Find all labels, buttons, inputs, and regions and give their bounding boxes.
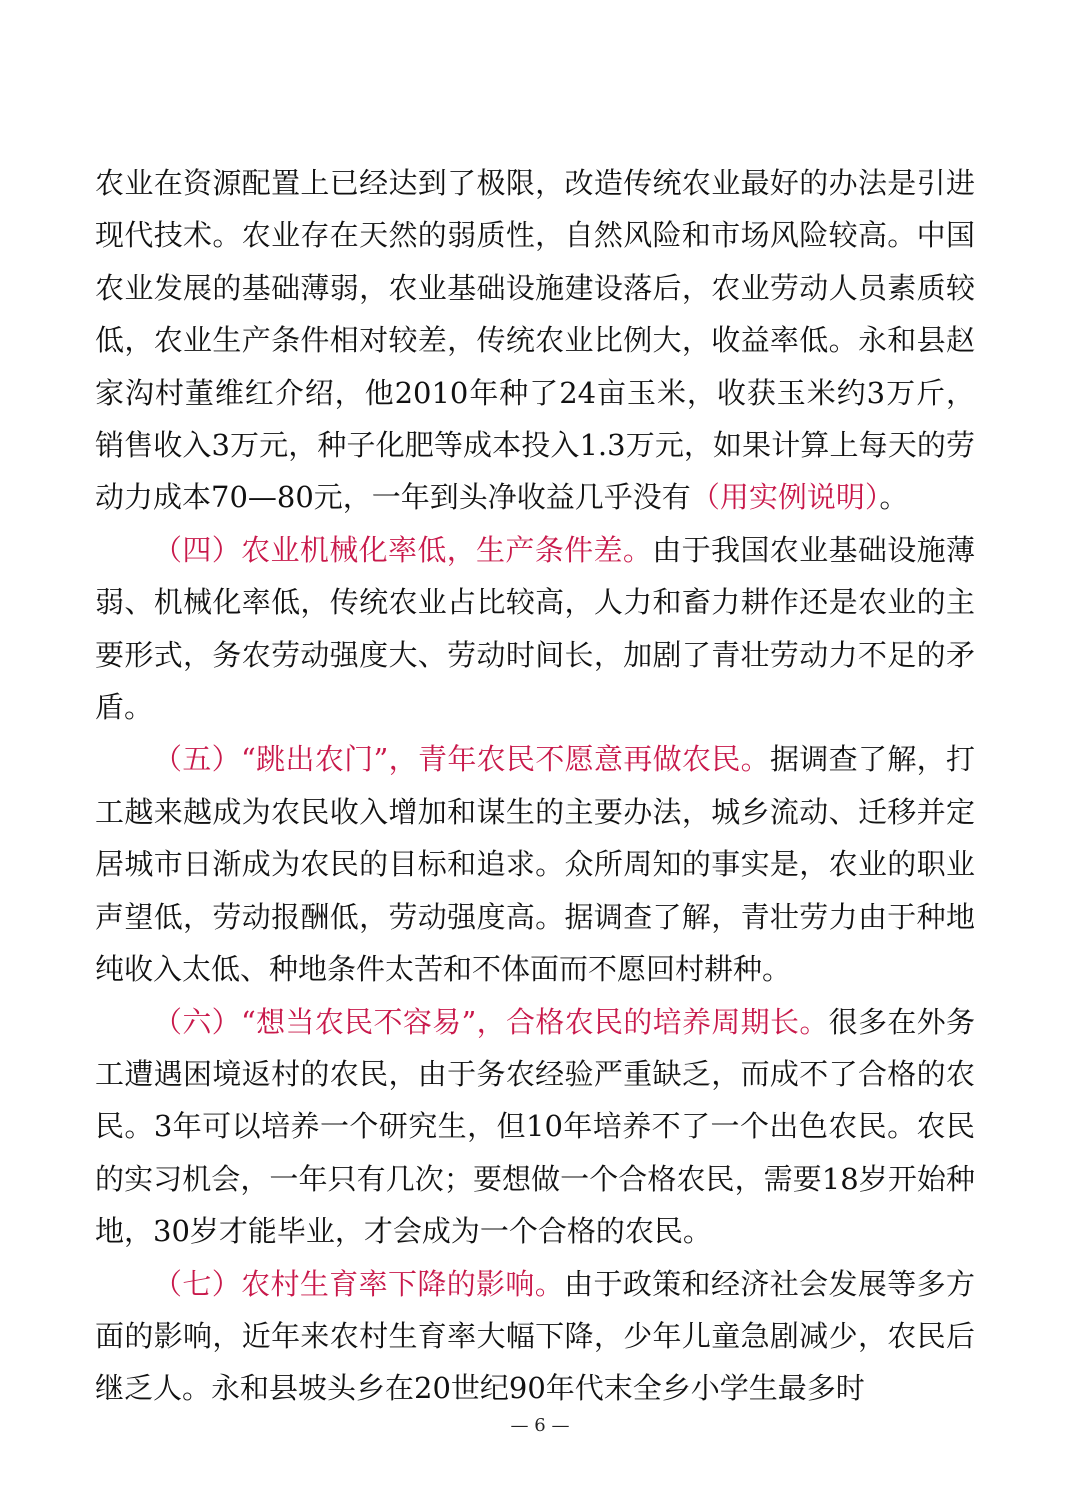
section-4-text: 由于我国农业基础设施薄弱、机械化率低，传统农业占比较高，人力和畜力耕作还是农业的主要形式，务农劳动强度大、劳动时间长，加剧了青壮劳动力不足的矛盾。 bbox=[95, 532, 975, 725]
section-6-text: 很多在外务工遭遇困境返村的农民，由于务农经验严重缺乏，而成不了合格的农民。3年可以培养一个研究生，但10年培养不了一个出色农民。农民的实习机会，一年只有几次；要想做一个合格农民，需要18岁开始种地，30岁才能毕业，才会成为一个合格的农民。 bbox=[95, 1004, 975, 1249]
paragraph-1 bbox=[95, 157, 975, 524]
page-number: — 6 — bbox=[510, 1415, 570, 1436]
document-body bbox=[95, 157, 975, 1415]
section-5-heading: （五）“跳出农门”，青年农民不愿意再做农民。 bbox=[153, 742, 770, 777]
paragraph-section-6 bbox=[95, 996, 975, 1258]
section-7-text: 由于政策和经济社会发展等多方面的影响，近年来农村生育率大幅下降，少年儿童急剧减少，农民后继乏人。永和县坡头乡在20世纪90年代末全乡小学生最多时 bbox=[95, 1266, 975, 1406]
paragraph-1-tail: 。 bbox=[879, 480, 909, 515]
section-5-text: 据调查了解，打工越来越成为农民收入增加和谋生的主要办法，城乡流动、迁移并定居城市日渐成为农民的目标和追求。众所周知的事实是，农业的职业声望低，劳动报酬低，劳动强度高。据调查了解，青壮劳力由于种地纯收入太低、种地条件太苦和不体面而不愿回村耕种。 bbox=[95, 742, 975, 987]
paragraph-1-note: （用实例说明） bbox=[690, 480, 880, 515]
section-7-heading: （七）农村生育率下降的影响。 bbox=[153, 1266, 565, 1301]
section-6-heading: （六）“想当农民不容易”，合格农民的培养周期长。 bbox=[153, 1004, 829, 1039]
paragraph-section-4 bbox=[95, 524, 975, 734]
paragraph-1-text: 农业在资源配置上已经达到了极限，改造传统农业最好的办法是引进现代技术。农业存在天然的弱质性，自然风险和市场风险较高。中国农业发展的基础薄弱，农业基础设施建设落后，农业劳动人员素质较低，农业生产条件相对较差，传统农业比例大，收益率低。永和县赵家沟村董维红介绍，他2010年种了24亩玉米，收获玉米约3万斤，销售收入3万元，种子化肥等成本投入1.3万元，如果计算上每天的劳动力成本70—80元，一年到头净收益几乎没有 bbox=[95, 166, 975, 515]
paragraph-section-7 bbox=[95, 1258, 975, 1415]
section-4-heading: （四）农业机械化率低，生产条件差。 bbox=[153, 532, 653, 567]
paragraph-section-5 bbox=[95, 733, 975, 995]
